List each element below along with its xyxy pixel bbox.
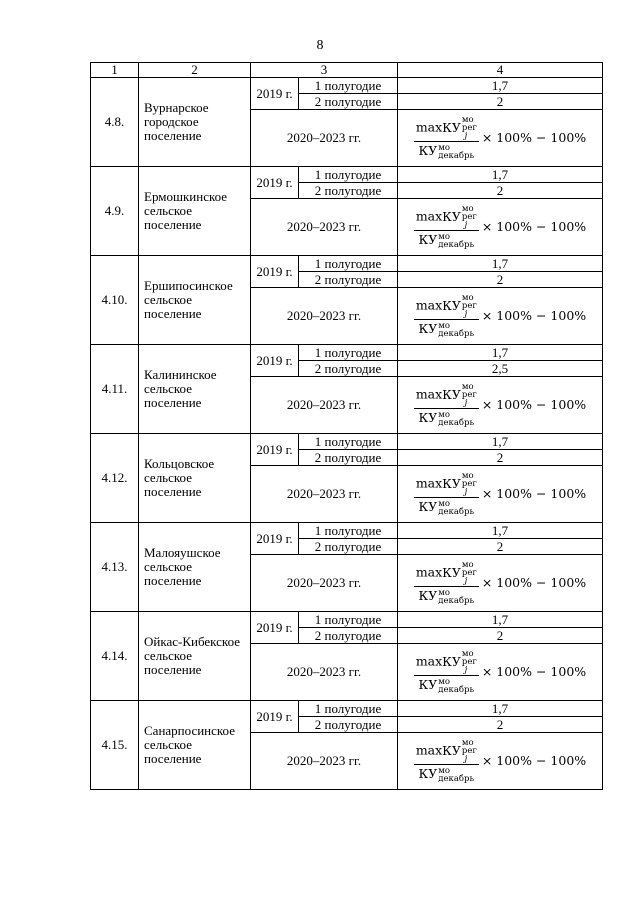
formula-ku: КУ <box>418 143 438 159</box>
half-year-2-value: 2 <box>398 272 603 288</box>
row-number: 4.8. <box>91 78 139 167</box>
formula-sub-december: декабрь <box>438 328 475 339</box>
formula-sub-reg: рег <box>461 212 477 223</box>
formula-sup: мо <box>461 471 474 482</box>
year-cell: 2019 г. <box>251 701 299 733</box>
formula-ku: КУ <box>442 564 461 580</box>
formula-sub-december: декабрь <box>438 506 475 517</box>
row-number: 4.10. <box>91 256 139 345</box>
half-year-1-label: 1 полугодие <box>299 701 398 717</box>
formula-max: max <box>415 119 443 135</box>
row-number: 4.13. <box>91 523 139 612</box>
formula-ku: КУ <box>418 499 438 515</box>
settlement-name: Кольцовское сельское поселение <box>139 434 251 523</box>
formula-sup: мо <box>461 204 474 215</box>
formula <box>414 116 586 160</box>
formula-sub-december: декабрь <box>438 150 475 161</box>
half-year-2-label: 2 полугодие <box>299 539 398 555</box>
half-year-2-label: 2 полугодие <box>299 272 398 288</box>
formula-sub-reg: рег <box>461 479 477 490</box>
year-cell: 2019 г. <box>251 345 299 377</box>
page-number: 8 <box>316 38 324 53</box>
half-year-1-value: 1,7 <box>398 78 603 94</box>
period-cell: 2020–2023 гг. <box>251 644 398 701</box>
formula-sup: мо <box>461 649 474 660</box>
formula-ku: КУ <box>442 742 461 758</box>
formula-tail: × 100% − 100% <box>481 219 587 234</box>
formula-numerator <box>414 383 479 409</box>
table-row <box>91 345 603 361</box>
half-year-2-value: 2 <box>398 183 603 199</box>
header-col-4: 4 <box>398 63 603 78</box>
formula <box>414 472 586 516</box>
formula-sub-december: декабрь <box>438 595 475 606</box>
formula-sub-j: j <box>464 131 468 142</box>
formula-sub-j: j <box>464 398 468 409</box>
formula-tail: × 100% − 100% <box>481 397 587 412</box>
formula-sup: мо <box>461 560 474 571</box>
half-year-2-label: 2 полугодие <box>299 94 398 110</box>
year-cell: 2019 г. <box>251 78 299 110</box>
table-row <box>91 523 603 539</box>
indicator-table <box>90 62 603 790</box>
formula <box>414 561 586 605</box>
half-year-2-label: 2 полугодие <box>299 450 398 466</box>
formula-ku: КУ <box>418 232 438 248</box>
half-year-1-label: 1 полугодие <box>299 345 398 361</box>
formula-numerator <box>414 205 479 231</box>
formula-fraction <box>414 650 479 694</box>
formula-sub-reg: рег <box>461 657 477 668</box>
table-row <box>91 612 603 628</box>
formula-max: max <box>415 208 443 224</box>
row-number: 4.15. <box>91 701 139 790</box>
formula-fraction <box>414 205 479 249</box>
formula-sub-reg: рег <box>461 568 477 579</box>
formula-denominator <box>417 142 477 160</box>
formula-sup: мо <box>461 382 474 393</box>
half-year-1-value: 1,7 <box>398 345 603 361</box>
period-cell: 2020–2023 гг. <box>251 555 398 612</box>
half-year-2-value: 2 <box>398 539 603 555</box>
half-year-1-value: 1,7 <box>398 701 603 717</box>
header-col-2: 2 <box>139 63 251 78</box>
formula-cell <box>398 733 603 790</box>
formula-numerator <box>414 739 479 765</box>
period-cell: 2020–2023 гг. <box>251 466 398 523</box>
row-number: 4.14. <box>91 612 139 701</box>
formula-ku: КУ <box>442 653 461 669</box>
formula-denominator <box>417 231 477 249</box>
formula <box>414 650 586 694</box>
table-row <box>91 256 603 272</box>
formula-max: max <box>415 742 443 758</box>
formula-numerator <box>414 561 479 587</box>
half-year-1-label: 1 полугодие <box>299 78 398 94</box>
formula-cell <box>398 555 603 612</box>
table-row <box>91 167 603 183</box>
year-cell: 2019 г. <box>251 523 299 555</box>
table-header-row <box>91 63 603 78</box>
formula-sub-reg: рег <box>461 746 477 757</box>
formula-sup: мо <box>438 587 450 598</box>
half-year-1-label: 1 полугодие <box>299 434 398 450</box>
formula-tail: × 100% − 100% <box>481 664 587 679</box>
period-cell: 2020–2023 гг. <box>251 288 398 345</box>
formula-cell <box>398 377 603 434</box>
half-year-2-value: 2 <box>398 450 603 466</box>
formula-sup: мо <box>461 293 474 304</box>
formula-sub-j: j <box>464 220 468 231</box>
row-number: 4.11. <box>91 345 139 434</box>
settlement-name: Малояушское сельское поселение <box>139 523 251 612</box>
formula-sup: мо <box>438 320 450 331</box>
formula-sup: мо <box>461 115 474 126</box>
header-col-1: 1 <box>91 63 139 78</box>
formula-ku: КУ <box>418 677 438 693</box>
formula-cell <box>398 288 603 345</box>
half-year-2-label: 2 полугодие <box>299 361 398 377</box>
formula-sub-december: декабрь <box>438 417 475 428</box>
formula-ku: КУ <box>418 410 438 426</box>
formula-denominator <box>417 676 477 694</box>
half-year-1-label: 1 полугодие <box>299 612 398 628</box>
table-row <box>91 78 603 94</box>
formula-numerator <box>414 650 479 676</box>
half-year-2-value: 2 <box>398 628 603 644</box>
formula-cell <box>398 644 603 701</box>
half-year-2-label: 2 полугодие <box>299 717 398 733</box>
formula-tail: × 100% − 100% <box>481 575 587 590</box>
row-number: 4.12. <box>91 434 139 523</box>
formula-numerator <box>414 116 479 142</box>
settlement-name: Ойкас-Кибекское сельское поселение <box>139 612 251 701</box>
formula-sub-december: декабрь <box>438 773 475 784</box>
year-cell: 2019 г. <box>251 612 299 644</box>
formula-sub-j: j <box>464 309 468 320</box>
period-cell: 2020–2023 гг. <box>251 733 398 790</box>
formula-ku: КУ <box>418 588 438 604</box>
formula-denominator <box>417 320 477 338</box>
formula-ku: КУ <box>442 475 461 491</box>
formula-ku: КУ <box>418 321 438 337</box>
year-cell: 2019 г. <box>251 167 299 199</box>
half-year-1-value: 1,7 <box>398 167 603 183</box>
formula-cell <box>398 466 603 523</box>
formula-sub-reg: рег <box>461 123 477 134</box>
formula-fraction <box>414 561 479 605</box>
row-number: 4.9. <box>91 167 139 256</box>
period-cell: 2020–2023 гг. <box>251 199 398 256</box>
formula-sub-reg: рег <box>461 390 477 401</box>
formula-sup: мо <box>438 765 450 776</box>
half-year-2-value: 2 <box>398 94 603 110</box>
formula-sub-j: j <box>464 576 468 587</box>
formula-ku: КУ <box>442 208 461 224</box>
settlement-name: Санарпосинское сельское поселение <box>139 701 251 790</box>
formula <box>414 205 586 249</box>
year-cell: 2019 г. <box>251 256 299 288</box>
half-year-1-value: 1,7 <box>398 612 603 628</box>
table-row <box>91 434 603 450</box>
half-year-2-value: 2,5 <box>398 361 603 377</box>
formula-sup: мо <box>438 676 450 687</box>
formula <box>414 294 586 338</box>
formula-tail: × 100% − 100% <box>481 308 587 323</box>
formula-ku: КУ <box>442 386 461 402</box>
formula-sub-j: j <box>464 665 468 676</box>
header-col-3: 3 <box>251 63 398 78</box>
formula-denominator <box>417 587 477 605</box>
formula-fraction <box>414 294 479 338</box>
formula-sup: мо <box>461 738 474 749</box>
formula-fraction <box>414 739 479 783</box>
formula-max: max <box>415 386 443 402</box>
formula <box>414 383 586 427</box>
formula-sup: мо <box>438 498 450 509</box>
formula-cell <box>398 199 603 256</box>
formula-tail: × 100% − 100% <box>481 486 587 501</box>
formula-denominator <box>417 765 477 783</box>
formula-sub-december: декабрь <box>438 684 475 695</box>
formula-sup: мо <box>438 409 450 420</box>
formula-sup: мо <box>438 231 450 242</box>
settlement-name: Вурнарское городское поселение <box>139 78 251 167</box>
period-cell: 2020–2023 гг. <box>251 110 398 167</box>
half-year-2-value: 2 <box>398 717 603 733</box>
settlement-name: Ершипосинское сельское поселение <box>139 256 251 345</box>
half-year-1-label: 1 полугодие <box>299 523 398 539</box>
formula-ku: КУ <box>442 297 461 313</box>
formula-max: max <box>415 475 443 491</box>
period-cell: 2020–2023 гг. <box>251 377 398 434</box>
formula-max: max <box>415 297 443 313</box>
formula-cell <box>398 110 603 167</box>
formula-denominator <box>417 498 477 516</box>
formula-numerator <box>414 294 479 320</box>
formula-fraction <box>414 383 479 427</box>
half-year-2-label: 2 полугодие <box>299 628 398 644</box>
half-year-1-value: 1,7 <box>398 523 603 539</box>
formula-tail: × 100% − 100% <box>481 130 587 145</box>
formula-fraction <box>414 116 479 160</box>
formula-sub-j: j <box>464 487 468 498</box>
formula-ku: КУ <box>418 766 438 782</box>
year-cell: 2019 г. <box>251 434 299 466</box>
formula-sub-december: декабрь <box>438 239 475 250</box>
settlement-name: Ермошкинское сельское поселение <box>139 167 251 256</box>
settlement-name: Калининское сельское поселение <box>139 345 251 434</box>
formula-denominator <box>417 409 477 427</box>
formula-numerator <box>414 472 479 498</box>
formula-fraction <box>414 472 479 516</box>
formula <box>414 739 586 783</box>
half-year-1-value: 1,7 <box>398 434 603 450</box>
formula-max: max <box>415 564 443 580</box>
half-year-1-label: 1 полугодие <box>299 167 398 183</box>
formula-sub-j: j <box>464 754 468 765</box>
table-row <box>91 701 603 717</box>
formula-max: max <box>415 653 443 669</box>
formula-ku: КУ <box>442 119 461 135</box>
half-year-1-label: 1 полугодие <box>299 256 398 272</box>
formula-sub-reg: рег <box>461 301 477 312</box>
half-year-1-value: 1,7 <box>398 256 603 272</box>
formula-sup: мо <box>438 142 450 153</box>
half-year-2-label: 2 полугодие <box>299 183 398 199</box>
formula-tail: × 100% − 100% <box>481 753 587 768</box>
